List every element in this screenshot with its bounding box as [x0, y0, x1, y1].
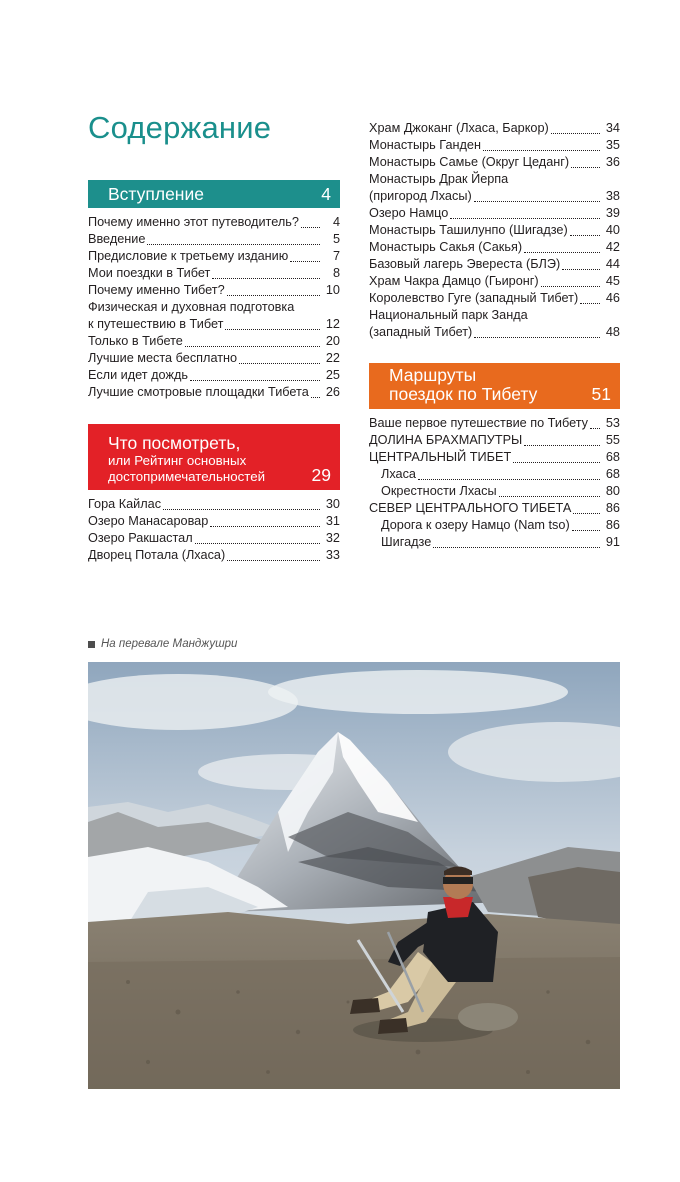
- toc-entry[interactable]: [88, 496, 340, 513]
- toc-entry-label: Если идет дождь: [88, 368, 188, 382]
- toc-entry[interactable]: [88, 547, 340, 564]
- toc-entry-label: Лучшие смотровые площадки Тибета: [88, 385, 309, 399]
- leader-dots: [418, 479, 600, 480]
- toc-entry-label: Храм Чакра Дамцо (Гьиронг): [369, 274, 539, 288]
- toc-entry-page: 46: [605, 291, 620, 305]
- section-header-what-to-see[interactable]: [88, 424, 340, 490]
- leader-dots: [147, 244, 320, 245]
- toc-entry-label-line1: Монастырь Драк Йерпа: [369, 172, 509, 186]
- leader-dots: [474, 337, 600, 338]
- toc-entry-page: 91: [605, 535, 620, 549]
- leader-dots: [513, 462, 600, 463]
- leader-dots: [541, 286, 600, 287]
- section-title-line2: поездок по Тибету: [389, 384, 538, 404]
- toc-entry-page: 22: [325, 351, 340, 365]
- toc-entry-label: Озеро Манасаровар: [88, 514, 209, 528]
- toc-entry-label: Королевство Гуге (западный Тибет): [369, 291, 579, 305]
- toc-entry[interactable]: [88, 384, 340, 401]
- toc-entry-page: 26: [325, 385, 340, 399]
- toc-entry-page: 44: [605, 257, 620, 271]
- toc-list-introduction: [88, 214, 340, 401]
- toc-entry-page: 68: [605, 467, 620, 481]
- leader-dots: [562, 269, 600, 270]
- toc-entry[interactable]: [88, 350, 340, 367]
- toc-entry-page: 32: [325, 531, 340, 545]
- toc-entry-label: Только в Тибете: [88, 334, 183, 348]
- toc-entry-page: 86: [605, 501, 620, 515]
- section-title: [389, 366, 537, 404]
- toc-entry[interactable]: [88, 231, 340, 248]
- toc-entry[interactable]: [369, 137, 620, 154]
- toc-entry[interactable]: [369, 534, 620, 551]
- toc-entry-page: 80: [605, 484, 620, 498]
- leader-dots: [311, 397, 320, 398]
- page-title: Содержание: [88, 110, 272, 145]
- mountain-photo-illustration: [88, 662, 620, 1089]
- toc-entry-page: 36: [605, 155, 620, 169]
- toc-entry[interactable]: [369, 290, 620, 307]
- leader-dots: [301, 227, 320, 228]
- leader-dots: [483, 150, 600, 151]
- toc-list-what-to-see: [88, 496, 340, 564]
- toc-entry-label: Озеро Ракшастал: [88, 531, 193, 545]
- section-page-number: 51: [591, 384, 611, 404]
- leader-dots: [580, 303, 600, 304]
- toc-entry-label: Почему именно Тибет?: [88, 283, 225, 297]
- toc-entry-page: 7: [332, 249, 340, 263]
- toc-entry[interactable]: [369, 239, 620, 256]
- toc-entry-page: 34: [605, 121, 620, 135]
- photo-caption: [88, 638, 237, 650]
- toc-entry[interactable]: [369, 500, 620, 517]
- toc-entry-label: Монастырь Ганден: [369, 138, 481, 152]
- toc-entry-label: Лучшие места бесплатно: [88, 351, 238, 365]
- toc-entry-label: Почему именно этот путеводитель?: [88, 215, 299, 229]
- toc-list-routes: [369, 415, 620, 551]
- leader-dots: [570, 235, 600, 236]
- toc-entry[interactable]: [369, 483, 620, 500]
- leader-dots: [190, 380, 320, 381]
- toc-entry-page: 40: [605, 223, 620, 237]
- toc-entry[interactable]: [369, 171, 620, 205]
- toc-entry-label-line2: к путешествию в Тибет: [88, 317, 224, 331]
- section-subtitle-line2: достопримечательностей: [108, 469, 266, 484]
- toc-entry-label: Окрестности Лхасы: [381, 484, 497, 498]
- leader-dots: [225, 329, 320, 330]
- toc-entry-label: ЦЕНТРАЛЬНЫЙ ТИБЕТ: [369, 450, 512, 464]
- toc-entry[interactable]: [369, 256, 620, 273]
- toc-entry-label: Гора Кайлас: [88, 497, 162, 511]
- toc-entry[interactable]: [369, 432, 620, 449]
- toc-entry[interactable]: [369, 205, 620, 222]
- toc-entry-label: Дворец Потала (Лхаса): [88, 548, 226, 562]
- toc-entry-label: Монастырь Самье (Округ Цеданг): [369, 155, 570, 169]
- leader-dots: [239, 363, 320, 364]
- toc-entry[interactable]: [88, 367, 340, 384]
- toc-entry[interactable]: [369, 120, 620, 137]
- toc-entry-page: 42: [605, 240, 620, 254]
- section-title-main: Что посмотреть,: [108, 433, 241, 453]
- toc-entry[interactable]: [88, 530, 340, 547]
- leader-dots: [573, 513, 600, 514]
- toc-entry-page: 39: [605, 206, 620, 220]
- toc-entry[interactable]: [369, 222, 620, 239]
- leader-dots: [290, 261, 320, 262]
- toc-entry[interactable]: [88, 282, 340, 299]
- toc-entry-page: 31: [325, 514, 340, 528]
- toc-left-column: [88, 180, 340, 564]
- toc-right-column: [369, 120, 620, 551]
- toc-entry[interactable]: [369, 415, 620, 432]
- toc-entry[interactable]: [369, 307, 620, 341]
- toc-list-sights-continued: [369, 120, 620, 341]
- leader-dots: [499, 496, 600, 497]
- toc-entry[interactable]: [88, 513, 340, 530]
- toc-entry-label: Лхаса: [381, 467, 416, 481]
- toc-entry-page: 33: [325, 548, 340, 562]
- caption-text: На перевале Манджушри: [101, 638, 238, 650]
- leader-dots: [227, 295, 320, 296]
- section-subtitle-line1: или Рейтинг основных: [108, 453, 247, 468]
- toc-entry[interactable]: [369, 273, 620, 290]
- toc-entry-page: 38: [605, 189, 620, 203]
- toc-entry-label-line2: (пригород Лхасы): [369, 189, 472, 203]
- toc-entry-page: 10: [325, 283, 340, 297]
- leader-dots: [450, 218, 600, 219]
- caption-square-icon: [88, 641, 95, 648]
- toc-entry-page: 20: [325, 334, 340, 348]
- toc-entry-page: 55: [605, 433, 620, 447]
- leader-dots: [474, 201, 600, 202]
- leader-dots: [195, 543, 320, 544]
- toc-entry-page: 5: [332, 232, 340, 246]
- toc-entry-label: Мои поездки в Тибет: [88, 266, 211, 280]
- toc-entry-page: 8: [332, 266, 340, 280]
- toc-entry-page: 53: [605, 416, 620, 430]
- toc-entry-page: 30: [325, 497, 340, 511]
- leader-dots: [163, 509, 320, 510]
- toc-entry-label: Шигадзе: [381, 535, 432, 549]
- toc-entry-page: 68: [605, 450, 620, 464]
- section-page-number: 4: [321, 183, 331, 204]
- toc-entry-label: Озеро Намцо: [369, 206, 449, 220]
- toc-entry-page: 4: [332, 215, 340, 229]
- toc-entry-page: 35: [605, 138, 620, 152]
- toc-entry-label: Предисловие к третьему изданию: [88, 249, 289, 263]
- toc-entry-label: ДОЛИНА БРАХМАПУТРЫ: [369, 433, 523, 447]
- toc-entry-label-line1: Национальный парк Занда: [369, 308, 528, 322]
- section-header-introduction[interactable]: [88, 180, 340, 208]
- section-title: [108, 434, 265, 485]
- section-page-number: 29: [311, 465, 331, 485]
- toc-entry-label: Храм Джоканг (Лхаса, Баркор): [369, 121, 549, 135]
- toc-entry-label: Введение: [88, 232, 146, 246]
- leader-dots: [210, 526, 320, 527]
- section-title: Вступление: [108, 183, 204, 204]
- toc-entry-label: Ваше первое путешествие по Тибету: [369, 416, 589, 430]
- toc-entry[interactable]: [88, 248, 340, 265]
- toc-entry[interactable]: [369, 154, 620, 171]
- toc-entry[interactable]: [88, 299, 340, 333]
- toc-entry[interactable]: [369, 449, 620, 466]
- leader-dots: [433, 547, 600, 548]
- leader-dots: [572, 530, 600, 531]
- leader-dots: [212, 278, 320, 279]
- toc-entry-label: Монастырь Ташилунпо (Шигадзе): [369, 223, 568, 237]
- toc-entry-label: Базовый лагерь Эвереста (БЛЭ): [369, 257, 561, 271]
- toc-entry-label: СЕВЕР ЦЕНТРАЛЬНОГО ТИБЕТА: [369, 501, 572, 515]
- leader-dots: [524, 252, 600, 253]
- section-header-routes[interactable]: [369, 363, 620, 409]
- leader-dots: [524, 445, 600, 446]
- toc-entry[interactable]: [369, 517, 620, 534]
- toc-entry-label: Дорога к озеру Намцо (Nam tso): [381, 518, 570, 532]
- leader-dots: [590, 428, 600, 429]
- toc-entry[interactable]: [369, 466, 620, 483]
- toc-entry-page: 25: [325, 368, 340, 382]
- leader-dots: [185, 346, 320, 347]
- toc-entry-page: 45: [605, 274, 620, 288]
- toc-entry-page: 86: [605, 518, 620, 532]
- toc-entry-page: 12: [325, 317, 340, 331]
- toc-entry-label-line1: Физическая и духовная подготовка: [88, 300, 295, 314]
- section-title-line1: Маршруты: [389, 365, 477, 385]
- toc-entry-label: Монастырь Сакья (Сакья): [369, 240, 523, 254]
- toc-entry-label-line2: (западный Тибет): [369, 325, 473, 339]
- toc-entry[interactable]: [88, 333, 340, 350]
- toc-entry[interactable]: [88, 265, 340, 282]
- mountain-photo: [88, 662, 620, 1089]
- leader-dots: [227, 560, 320, 561]
- toc-entry[interactable]: [88, 214, 340, 231]
- toc-entry-page: 48: [605, 325, 620, 339]
- leader-dots: [571, 167, 600, 168]
- leader-dots: [551, 133, 600, 134]
